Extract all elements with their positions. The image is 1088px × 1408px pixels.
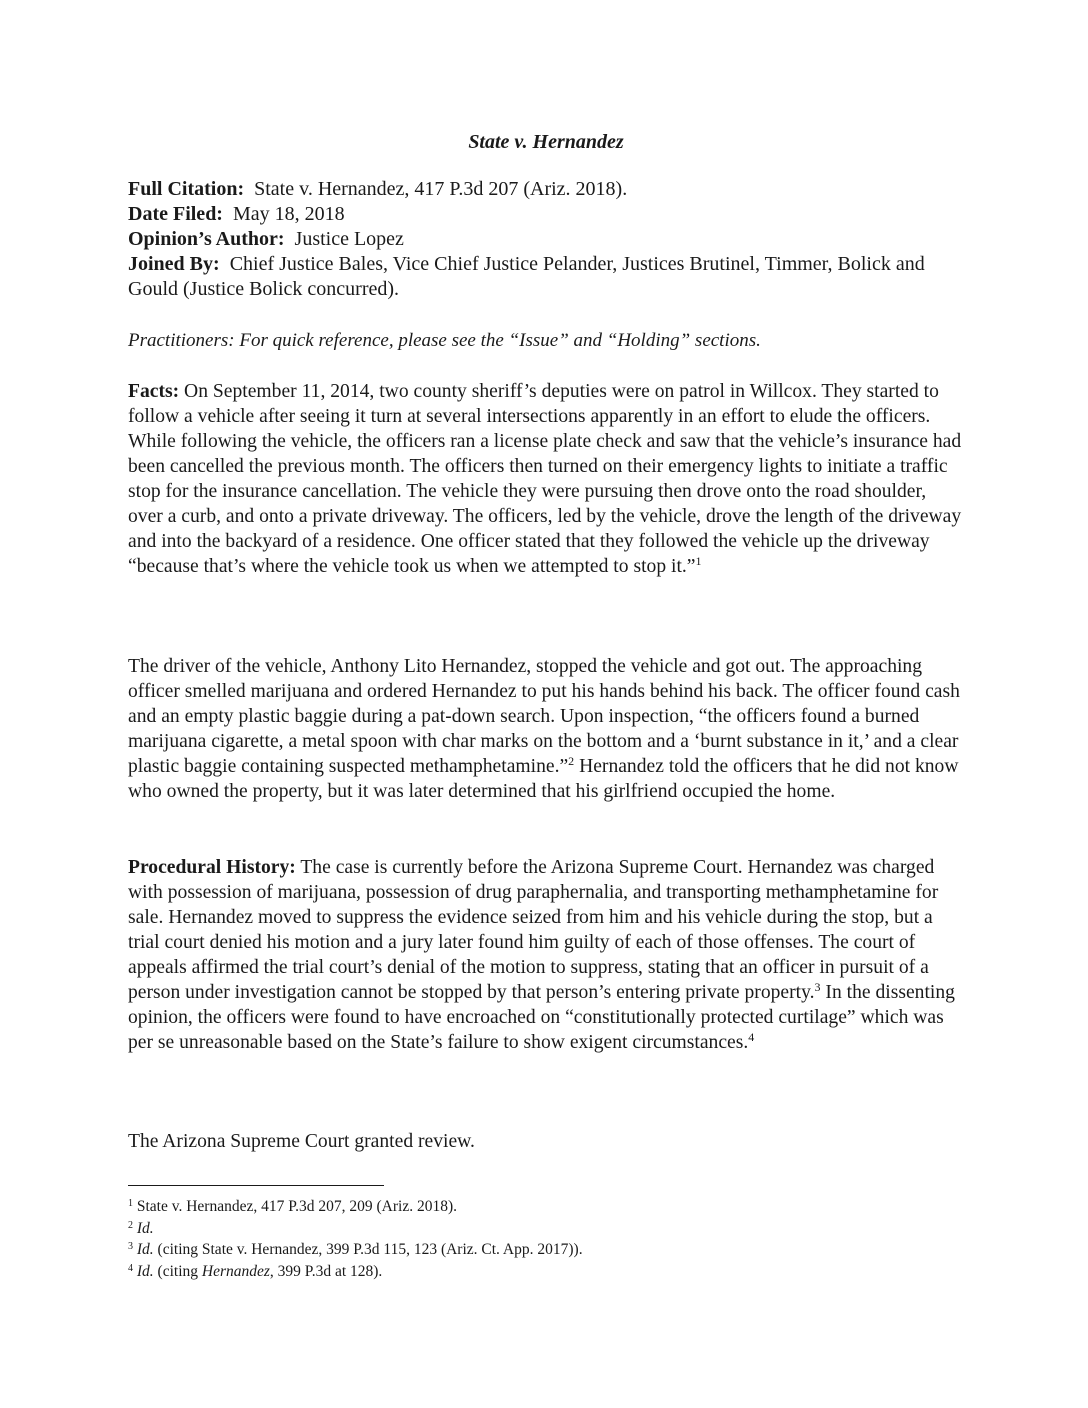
full-citation-line (128, 177, 964, 202)
joined-by-value: Chief Justice Bales, Vice Chief Justice Pelander, Justices Brutinel, Timmer, Bolick and Gould (Justice Bolick concurred). (128, 253, 925, 300)
footnote-1-number: 1 (128, 1198, 133, 1209)
footnote-4-number: 4 (128, 1262, 133, 1274)
footnote-4-italic: Id. (136, 1262, 154, 1280)
footnote-ref-2[interactable]: 2 (568, 754, 575, 768)
footnote-ref-4[interactable]: 4 (748, 1030, 755, 1044)
footnote-ref-1[interactable]: 1 (695, 554, 702, 568)
footnote-1 (128, 1196, 964, 1218)
footnotes-section (128, 1196, 964, 1282)
footnote-ref-3[interactable]: 3 (814, 980, 821, 994)
footnote-2 (128, 1218, 964, 1240)
facts-text: On September 11, 2014, two county sheriff’s deputies were on patrol in Willcox. They started to follow a vehicle after seeing it turn at several intersections apparently in an effort to elude the officers. While following the vehicle, the officers ran a license plate check and saw that the vehicle’s insurance had been cancelled the previous month. The officers then turned on their emergency lights to initiate a traffic stop for the insurance cancellation. The vehicle they were pursuing then drove onto the road shoulder, over a curb, and onto a private driveway. The officers, led by the vehicle, drove the length of the driveway and into the backyard of a residence. One officer stated that they followed the vehicle up the driveway “because that’s where the vehicle took us when we attempted to stop it.” (128, 381, 962, 577)
opinion-author-label: Opinion’s Author: (128, 228, 285, 250)
footnote-4-case-name: Hernandez (201, 1262, 270, 1280)
procedural-history-paragraph (128, 855, 964, 1055)
driver-text-a: The driver of the vehicle, Anthony Lito Hernandez, stopped the vehicle and got out. The approaching officer smelled marijuana and ordered Hernandez to put his hands behind his back. The officer found cash and an empty plastic baggie during a pat-down search. Upon inspection, “the officers found a burned marijuana cigarette, a metal spoon with char marks on the bottom and a ‘burnt substance in it,’ and a clear plastic baggie containing suspected methamphetamine.” (128, 656, 960, 777)
joined-by-label: Joined By: (128, 253, 220, 275)
case-metadata (128, 177, 964, 302)
footnote-2-number: 2 (128, 1219, 133, 1231)
case-title: State v. Hernandez (468, 131, 624, 153)
driver-text-b: Hernandez told the officers that he did not know who owned the property, but it was later determined that his girlfriend occupied the home. (128, 756, 959, 802)
footnote-4-text-end: , 399 P.3d at 128). (269, 1262, 383, 1280)
driver-paragraph (128, 654, 964, 804)
review-paragraph: The Arizona Supreme Court granted review. (128, 1131, 475, 1152)
joined-by-line (128, 252, 964, 302)
footnote-divider (128, 1185, 384, 1186)
practitioners-note: Practitioners: For quick reference, please see the “Issue” and “Holding” sections. (128, 330, 761, 351)
footnote-3-number: 3 (128, 1241, 133, 1252)
footnote-3-italic: Id. (136, 1241, 154, 1258)
full-citation-value: State v. Hernandez, 417 P.3d 207 (Ariz. 2018). (254, 178, 628, 200)
procedural-text-a: The case is currently before the Arizona Supreme Court. Hernandez was charged with possession of marijuana, possession of drug paraphernalia, and transporting methamphetamine for sale. Hernandez moved to suppress the evidence seized from him and his vehicle during the stop, but a trial court denied his motion and a jury later found him guilty of each of those offenses. The court of appeals affirmed the trial court’s denial of the motion to suppress, stating that an officer in pursuit of a person under investigation cannot be stopped by that person’s entering private property. (128, 857, 939, 1003)
opinion-author-line (128, 227, 964, 252)
footnote-4-text: (citing (153, 1262, 202, 1280)
footnote-4 (128, 1261, 964, 1283)
procedural-text-b: In the dissenting opinion, the officers were found to have encroached on “constitutionally protected curtilage” which was per se unreasonable based on the State’s failure to show exigent circumstances. (128, 982, 955, 1053)
facts-label: Facts: (128, 381, 180, 402)
footnote-3 (128, 1239, 964, 1261)
opinion-author-value: Justice Lopez (294, 228, 404, 250)
full-citation-label: Full Citation: (128, 178, 245, 200)
footnote-1-text: State v. Hernandez, 417 P.3d 207, 209 (Ariz. 2018). (136, 1198, 458, 1215)
facts-paragraph (128, 379, 964, 579)
date-filed-line (128, 202, 964, 227)
date-filed-label: Date Filed: (128, 203, 223, 225)
procedural-history-label: Procedural History: (128, 857, 296, 878)
footnote-3-text: (citing State v. Hernandez, 399 P.3d 115, 123 (Ariz. Ct. App. 2017)). (153, 1241, 583, 1258)
footnote-2-italic: Id. (136, 1219, 154, 1237)
date-filed-value: May 18, 2018 (232, 203, 345, 225)
